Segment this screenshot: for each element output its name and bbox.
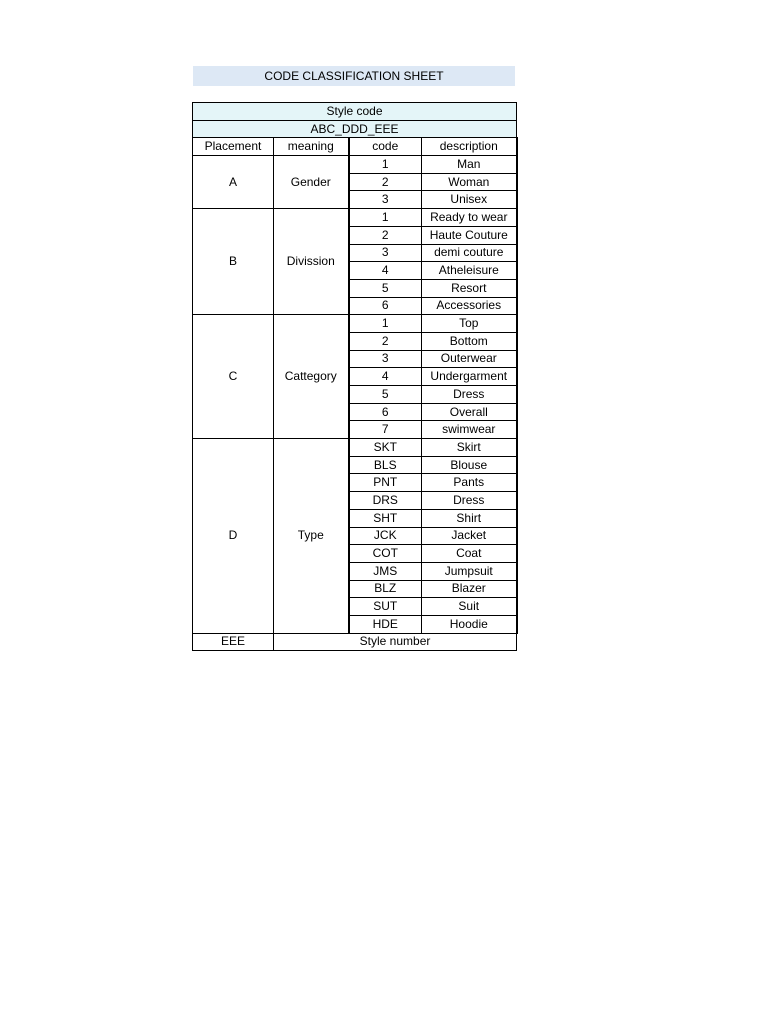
description-cell: Dress bbox=[422, 492, 517, 510]
table-row bbox=[193, 315, 517, 333]
placement-cell: C bbox=[193, 315, 274, 439]
code-cell: 1 bbox=[349, 209, 422, 227]
description-cell: Ready to wear bbox=[422, 209, 517, 227]
footer-meaning-cell: Style number bbox=[274, 633, 517, 651]
description-cell: Outerwear bbox=[422, 350, 517, 368]
column-header-code: code bbox=[349, 138, 422, 156]
placement-cell: B bbox=[193, 209, 274, 315]
description-cell: Haute Couture bbox=[422, 226, 517, 244]
code-cell: 6 bbox=[349, 297, 422, 315]
code-cell: 5 bbox=[349, 386, 422, 404]
meaning-cell: Gender bbox=[274, 156, 349, 209]
code-cell: 2 bbox=[349, 332, 422, 350]
footer-placement-cell: EEE bbox=[193, 633, 274, 651]
description-cell: Overall bbox=[422, 403, 517, 421]
description-cell: Accessories bbox=[422, 297, 517, 315]
code-cell: 2 bbox=[349, 173, 422, 191]
code-cell: 1 bbox=[349, 156, 422, 174]
description-cell: Coat bbox=[422, 545, 517, 563]
description-cell: Skirt bbox=[422, 439, 517, 457]
description-cell: Pants bbox=[422, 474, 517, 492]
description-cell: Blazer bbox=[422, 580, 517, 598]
code-cell: DRS bbox=[349, 492, 422, 510]
placement-cell: A bbox=[193, 156, 274, 209]
sheet-title: CODE CLASSIFICATION SHEET bbox=[193, 66, 515, 86]
code-cell: 2 bbox=[349, 226, 422, 244]
style-code-pattern: ABC_DDD_EEE bbox=[193, 120, 517, 138]
code-cell: PNT bbox=[349, 474, 422, 492]
meaning-cell: Divission bbox=[274, 209, 349, 315]
description-cell: Man bbox=[422, 156, 517, 174]
description-cell: swimwear bbox=[422, 421, 517, 439]
code-cell: 3 bbox=[349, 350, 422, 368]
footer-row bbox=[193, 633, 517, 651]
description-cell: Suit bbox=[422, 598, 517, 616]
description-cell: demi couture bbox=[422, 244, 517, 262]
style-code-pattern-row bbox=[193, 120, 517, 138]
description-cell: Jumpsuit bbox=[422, 562, 517, 580]
description-cell: Shirt bbox=[422, 509, 517, 527]
code-cell: SKT bbox=[349, 439, 422, 457]
code-cell: 1 bbox=[349, 315, 422, 333]
style-code-label-row bbox=[193, 103, 517, 121]
description-cell: Unisex bbox=[422, 191, 517, 209]
description-cell: Jacket bbox=[422, 527, 517, 545]
table-row bbox=[193, 209, 517, 227]
description-cell: Blouse bbox=[422, 456, 517, 474]
description-cell: Atheleisure bbox=[422, 262, 517, 280]
description-cell: Bottom bbox=[422, 332, 517, 350]
description-cell: Woman bbox=[422, 173, 517, 191]
code-cell: 3 bbox=[349, 244, 422, 262]
description-cell: Resort bbox=[422, 279, 517, 297]
table-body bbox=[193, 103, 517, 651]
column-header-description: description bbox=[422, 138, 517, 156]
code-cell: SHT bbox=[349, 509, 422, 527]
meaning-cell: Type bbox=[274, 439, 349, 634]
description-cell: Dress bbox=[422, 386, 517, 404]
code-cell: 6 bbox=[349, 403, 422, 421]
style-code-label: Style code bbox=[193, 103, 517, 121]
table-row bbox=[193, 156, 517, 174]
meaning-cell: Cattegory bbox=[274, 315, 349, 439]
code-cell: BLZ bbox=[349, 580, 422, 598]
code-cell: SUT bbox=[349, 598, 422, 616]
code-cell: HDE bbox=[349, 615, 422, 633]
column-header-row bbox=[193, 138, 517, 156]
code-cell: 4 bbox=[349, 368, 422, 386]
code-cell: COT bbox=[349, 545, 422, 563]
code-cell: 4 bbox=[349, 262, 422, 280]
table-row bbox=[193, 439, 517, 457]
placement-cell: D bbox=[193, 439, 274, 634]
description-cell: Top bbox=[422, 315, 517, 333]
code-cell: JCK bbox=[349, 527, 422, 545]
code-cell: 7 bbox=[349, 421, 422, 439]
column-header-meaning: meaning bbox=[274, 138, 349, 156]
code-cell: 5 bbox=[349, 279, 422, 297]
code-classification-table bbox=[192, 102, 518, 651]
column-header-placement: Placement bbox=[193, 138, 274, 156]
code-cell: JMS bbox=[349, 562, 422, 580]
code-cell: 3 bbox=[349, 191, 422, 209]
code-cell: BLS bbox=[349, 456, 422, 474]
description-cell: Undergarment bbox=[422, 368, 517, 386]
description-cell: Hoodie bbox=[422, 615, 517, 633]
